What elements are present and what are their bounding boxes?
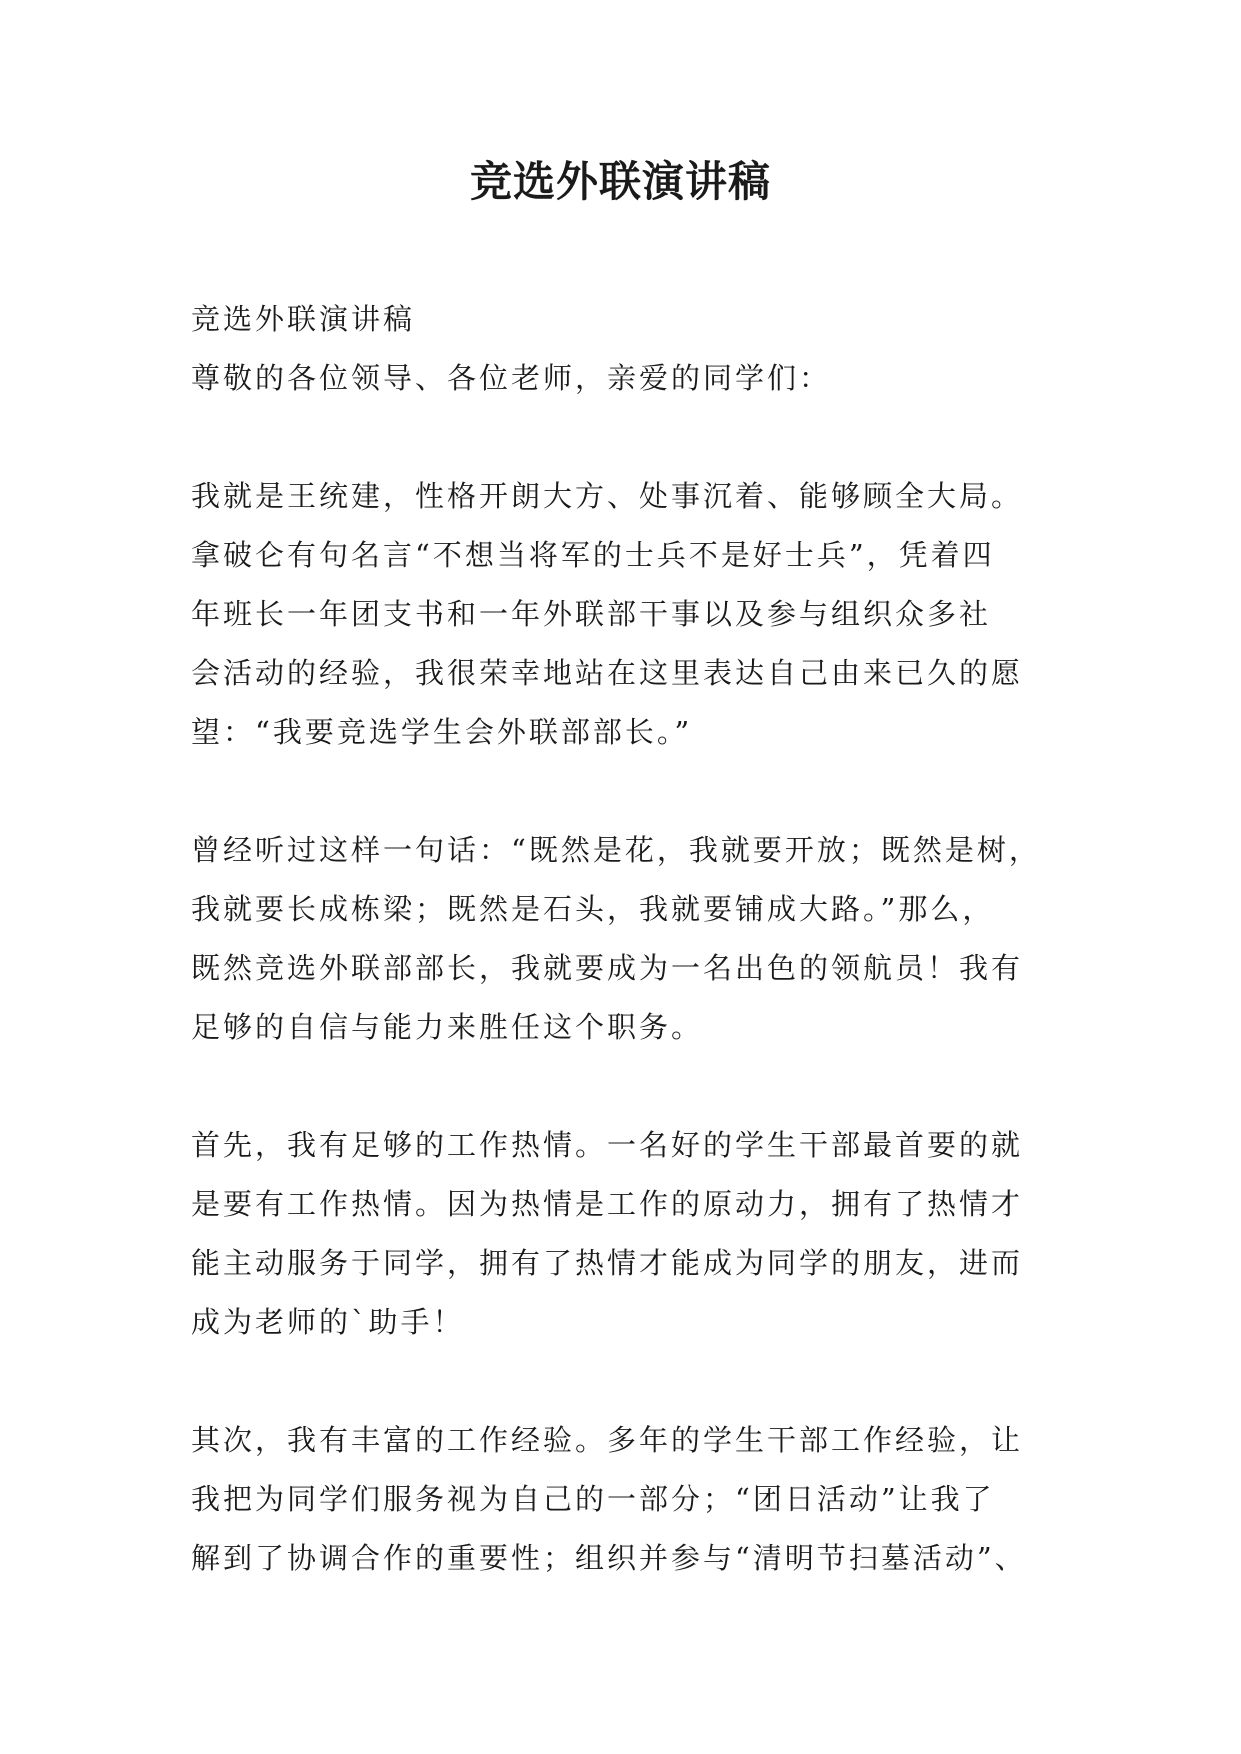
paragraph-line: 曾经听过这样一句话：“既然是花，我就要开放；既然是树， — [191, 833, 1041, 867]
paragraph-line: 解到了协调合作的重要性；组织并参与“清明节扫墓活动”、 — [191, 1541, 1027, 1575]
paragraph-line: 我就是王统建，性格开朗大方、处事沉着、能够顾全大局。 — [191, 479, 1024, 513]
paragraph-line: 首先，我有足够的工作热情。一名好的学生干部最首要的就 — [191, 1128, 1024, 1162]
paragraph-line: 我就要长成栋梁；既然是石头，我就要铺成大路。”那么， — [191, 892, 995, 926]
salutation: 尊敬的各位领导、各位老师，亲爱的同学们： — [191, 361, 832, 395]
paragraph-2 — [191, 821, 1091, 1057]
paragraph-line: 会活动的经验，我很荣幸地站在这里表达自己由来已久的愿 — [191, 656, 1024, 690]
document-subtitle: 竞选外联演讲稿 — [191, 302, 416, 336]
paragraph-line: 是要有工作热情。因为热情是工作的原动力，拥有了热情才 — [191, 1187, 1024, 1221]
paragraph-line: 我把为同学们服务视为自己的一部分；“团日活动”让我了 — [191, 1482, 995, 1516]
paragraph-line: 望：“我要竞选学生会外联部部长。” — [191, 715, 693, 749]
paragraph-line: 能主动服务于同学，拥有了热情才能成为同学的朋友，进而 — [191, 1246, 1024, 1280]
paragraph-line: 拿破仑有句名言“不想当将军的士兵不是好士兵”，凭着四 — [191, 538, 995, 572]
paragraph-3 — [191, 1116, 1091, 1352]
paragraph-line: 既然竞选外联部部长，我就要成为一名出色的领航员！我有 — [191, 951, 1024, 985]
document-body — [191, 290, 1091, 1588]
paragraph-1 — [191, 467, 1091, 762]
paragraph-line: 足够的自信与能力来胜任这个职务。 — [191, 1010, 704, 1044]
paragraph-line: 年班长一年团支书和一年外联部干事以及参与组织众多社 — [191, 597, 992, 631]
paragraph-4 — [191, 1411, 1091, 1588]
paragraph-line: 成为老师的`助手！ — [191, 1305, 465, 1339]
paragraph-line: 其次，我有丰富的工作经验。多年的学生干部工作经验，让 — [191, 1423, 1024, 1457]
document-title: 竞选外联演讲稿 — [469, 157, 771, 206]
